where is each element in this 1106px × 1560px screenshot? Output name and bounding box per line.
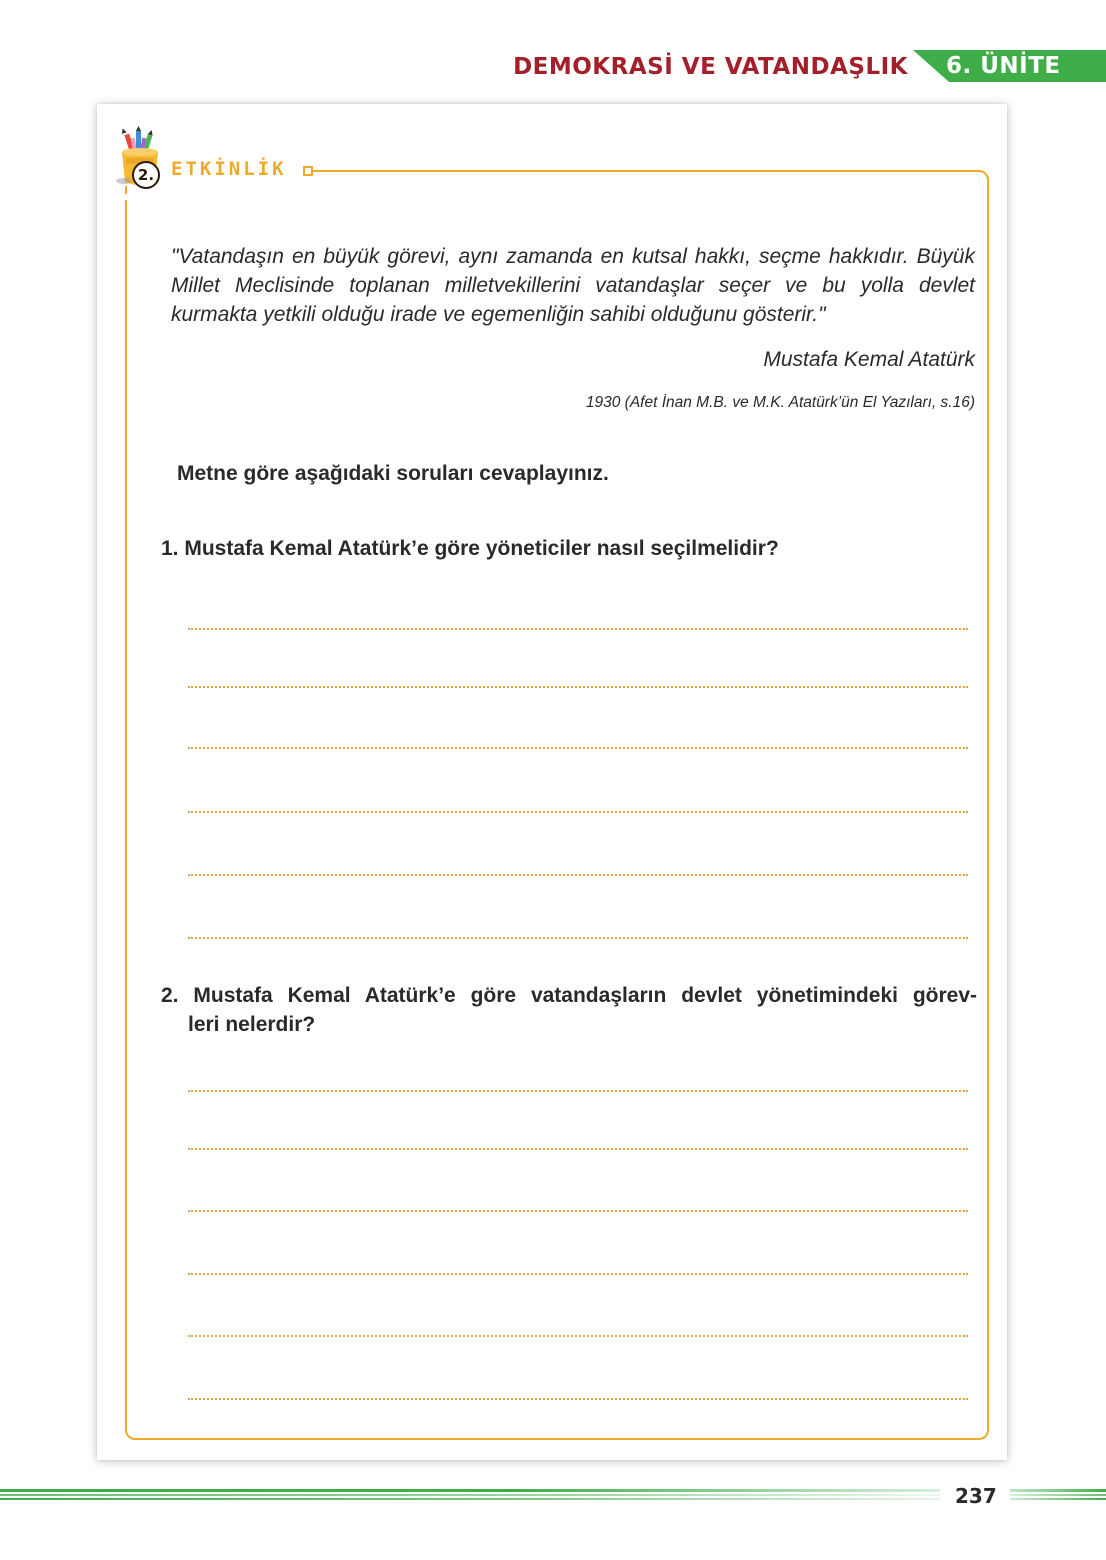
unit-title: DEMOKRASİ VE VATANDAŞLIK <box>513 54 908 80</box>
answer-line-1-4[interactable] <box>188 811 968 813</box>
footer-stripes <box>0 1489 940 1501</box>
answer-line-2-2[interactable] <box>188 1148 968 1150</box>
question-2-line-1: 2. Mustafa Kemal Atatürk’e göre vatandaşların devlet yönetimindeki görev- <box>161 984 977 1007</box>
activity-number: 2. <box>137 166 155 184</box>
frame-corner-square <box>303 166 313 176</box>
answer-line-2-1[interactable] <box>188 1090 968 1092</box>
answer-line-2-6[interactable] <box>188 1398 968 1400</box>
footer-stripes-right <box>1010 1489 1106 1501</box>
question-2 <box>161 981 977 1039</box>
answer-line-1-6[interactable] <box>188 937 968 939</box>
answer-line-1-3[interactable] <box>188 747 968 749</box>
question-1: 1. Mustafa Kemal Atatürk’e göre yöneticiler nasıl seçilmelidir? <box>161 537 779 560</box>
answer-line-2-3[interactable] <box>188 1210 968 1212</box>
quote-author: Mustafa Kemal Atatürk <box>763 348 975 371</box>
answer-line-1-5[interactable] <box>188 874 968 876</box>
quote-text: "Vatandaşın en büyük görevi, aynı zamanda en kutsal hakkı, seçme hakkıdır. Büyük Millet Meclisinde toplanan milletvekillerini vatandaşlar seçer ve bu yolla devlet kurmakta yetkili olduğu irade ve egemenliğin sahibi olduğunu gösterir." <box>171 245 975 326</box>
question-2-line-2: leri nelerdir? <box>188 1013 316 1036</box>
unit-number: 6. ÜNİTE <box>946 53 1061 79</box>
activity-label: ETKİNLİK <box>171 158 287 180</box>
answer-line-2-4[interactable] <box>188 1273 968 1275</box>
answer-line-2-5[interactable] <box>188 1335 968 1337</box>
page-number: 237 <box>955 1484 997 1508</box>
quote-source: 1930 (Afet İnan M.B. ve M.K. Atatürk’ün El Yazıları, s.16) <box>585 394 975 411</box>
instruction-text: Metne göre aşağıdaki soruları cevaplayınız. <box>177 462 609 485</box>
answer-line-1-2[interactable] <box>188 686 968 688</box>
answer-line-1-1[interactable] <box>188 628 968 630</box>
